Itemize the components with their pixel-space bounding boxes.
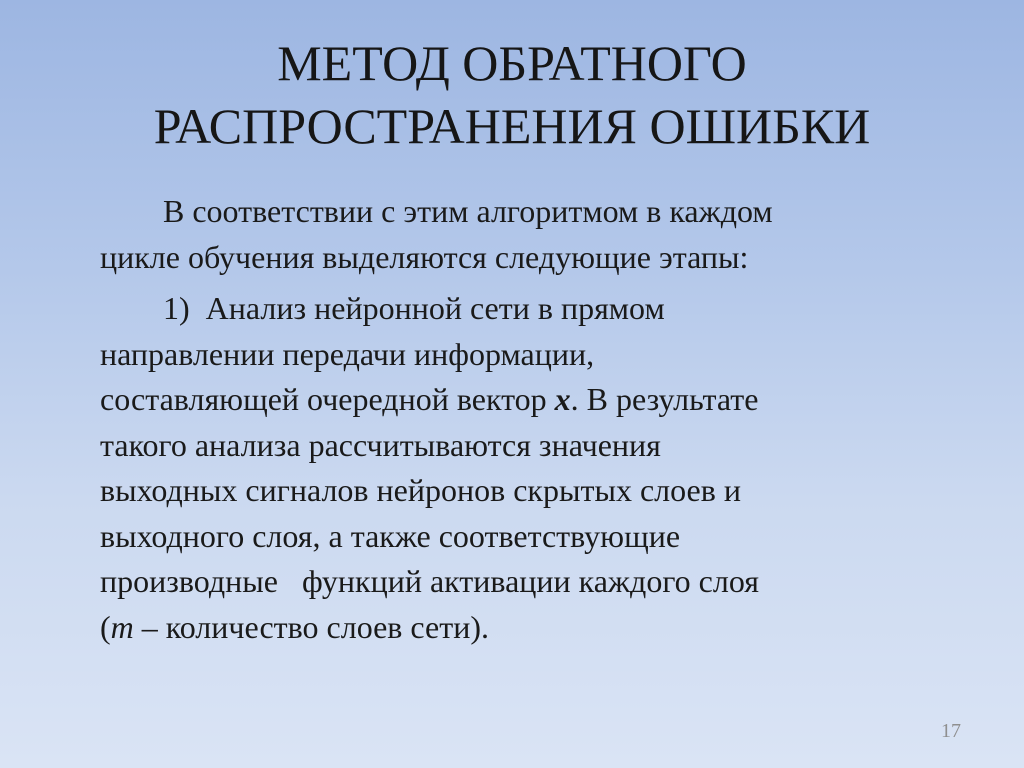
step-1-text-1: Анализ нейронной сети в прямом (205, 290, 665, 326)
slide-number: 17 (941, 720, 961, 742)
step-1-line-3-before: составляющей очередной вектор (100, 381, 555, 417)
slide-body (100, 189, 980, 650)
step-1-line-8-open: ( (100, 608, 111, 645)
intro-line-2: цикле обучения выделяются следующие этапы: (100, 238, 749, 275)
intro-paragraph (100, 189, 980, 280)
step-1-line-1 (100, 286, 980, 332)
step-1-line-3-after: . В результате (570, 381, 759, 417)
step-1-line-5: выходных сигналов нейронов скрытых слоев и (100, 472, 741, 508)
step-1-line-8 (100, 605, 980, 651)
vector-x-symbol: x (554, 381, 571, 417)
step-1-line-3 (100, 377, 980, 423)
slide-title-line-2: РАСПРОСТРАНЕНИЯ ОШИБКИ (153, 98, 871, 154)
step-1-number: 1) (163, 290, 190, 326)
layer-count-m-symbol: m (110, 608, 134, 645)
slide-title (40, 32, 984, 158)
step-1-line-8-rest: – количество слоев сети). (133, 608, 489, 645)
step-1-line-6: выходного слоя, а также соответствующие (100, 517, 681, 554)
step-1-line-7: производные функций активации каждого слоя (100, 563, 759, 599)
step-1-paragraph (100, 286, 980, 650)
slide-title-line-1: МЕТОД ОБРАТНОГО (277, 35, 747, 91)
step-1-line-2: направлении передачи информации, (100, 335, 595, 372)
step-1-line-4: такого анализа рассчитываются значения (100, 426, 661, 463)
intro-line-1: В соответствии с этим алгоритмом в каждом (163, 193, 773, 229)
